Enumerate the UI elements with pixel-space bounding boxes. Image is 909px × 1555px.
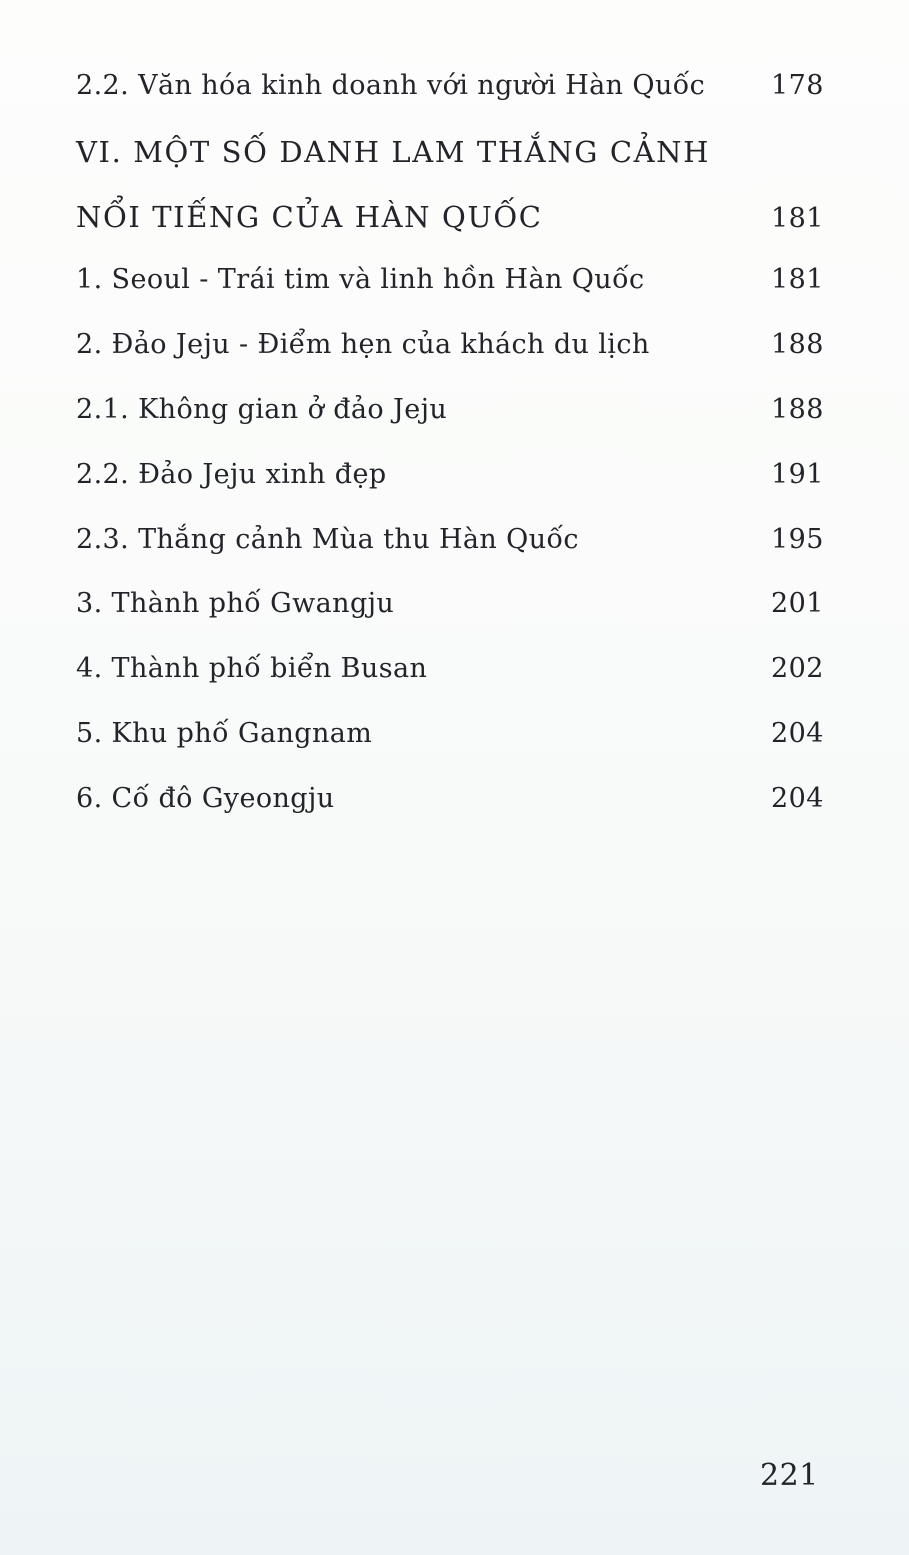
toc-entry-page: 191 [770, 458, 824, 490]
toc-entry [76, 459, 824, 524]
toc-entry-title: 2.2. Đảo Jeju xinh đẹp [76, 458, 387, 490]
toc-entry-title: VI. MỘT SỐ DANH LAM THẮNG CẢNH [76, 134, 711, 169]
toc-entry [76, 70, 824, 135]
toc-entry-title: 3. Thành phố Gwangju [76, 588, 395, 620]
toc-entry-title: 1. Seoul - Trái tim và linh hồn Hàn Quốc [76, 264, 645, 296]
toc-entry [76, 588, 824, 653]
table-of-contents [76, 70, 824, 848]
toc-entry [76, 783, 824, 848]
toc-entry-title: NỔI TIẾNG CỦA HÀN QUỐC [76, 199, 543, 234]
toc-entry-page: 195 [770, 523, 824, 555]
toc-entry [76, 264, 824, 329]
toc-entry-page: 178 [770, 70, 824, 101]
toc-entry-title: 2.2. Văn hóa kinh doanh với người Hàn Quốc [76, 70, 706, 101]
toc-section-heading [76, 135, 824, 200]
toc-entry [76, 524, 824, 589]
toc-section-heading [76, 200, 824, 265]
toc-entry-page: 188 [770, 393, 824, 425]
toc-entry [76, 653, 824, 718]
toc-entry-page: 204 [770, 782, 824, 814]
toc-entry-page: 188 [770, 329, 824, 361]
toc-entry-title: 4. Thành phố biển Busan [76, 653, 428, 685]
toc-entry-page: 181 [770, 264, 824, 296]
toc-entry [76, 718, 824, 783]
toc-entry-page: 202 [770, 653, 824, 685]
toc-entry-page: 201 [770, 588, 824, 620]
toc-entry-title: 2. Đảo Jeju - Điểm hẹn của khách du lịch [76, 329, 650, 361]
toc-entry-title: 6. Cố đô Gyeongju [76, 782, 335, 814]
toc-entry-title: 2.1. Không gian ở đảo Jeju [76, 393, 448, 425]
toc-entry-page: 181 [770, 202, 824, 234]
toc-entry [76, 329, 824, 394]
page-number: 221 [760, 1458, 819, 1493]
toc-entry-page: 204 [770, 717, 824, 749]
toc-entry-title: 2.3. Thắng cảnh Mùa thu Hàn Quốc [76, 523, 579, 555]
toc-entry-title: 5. Khu phố Gangnam [76, 717, 373, 749]
toc-entry [76, 394, 824, 459]
